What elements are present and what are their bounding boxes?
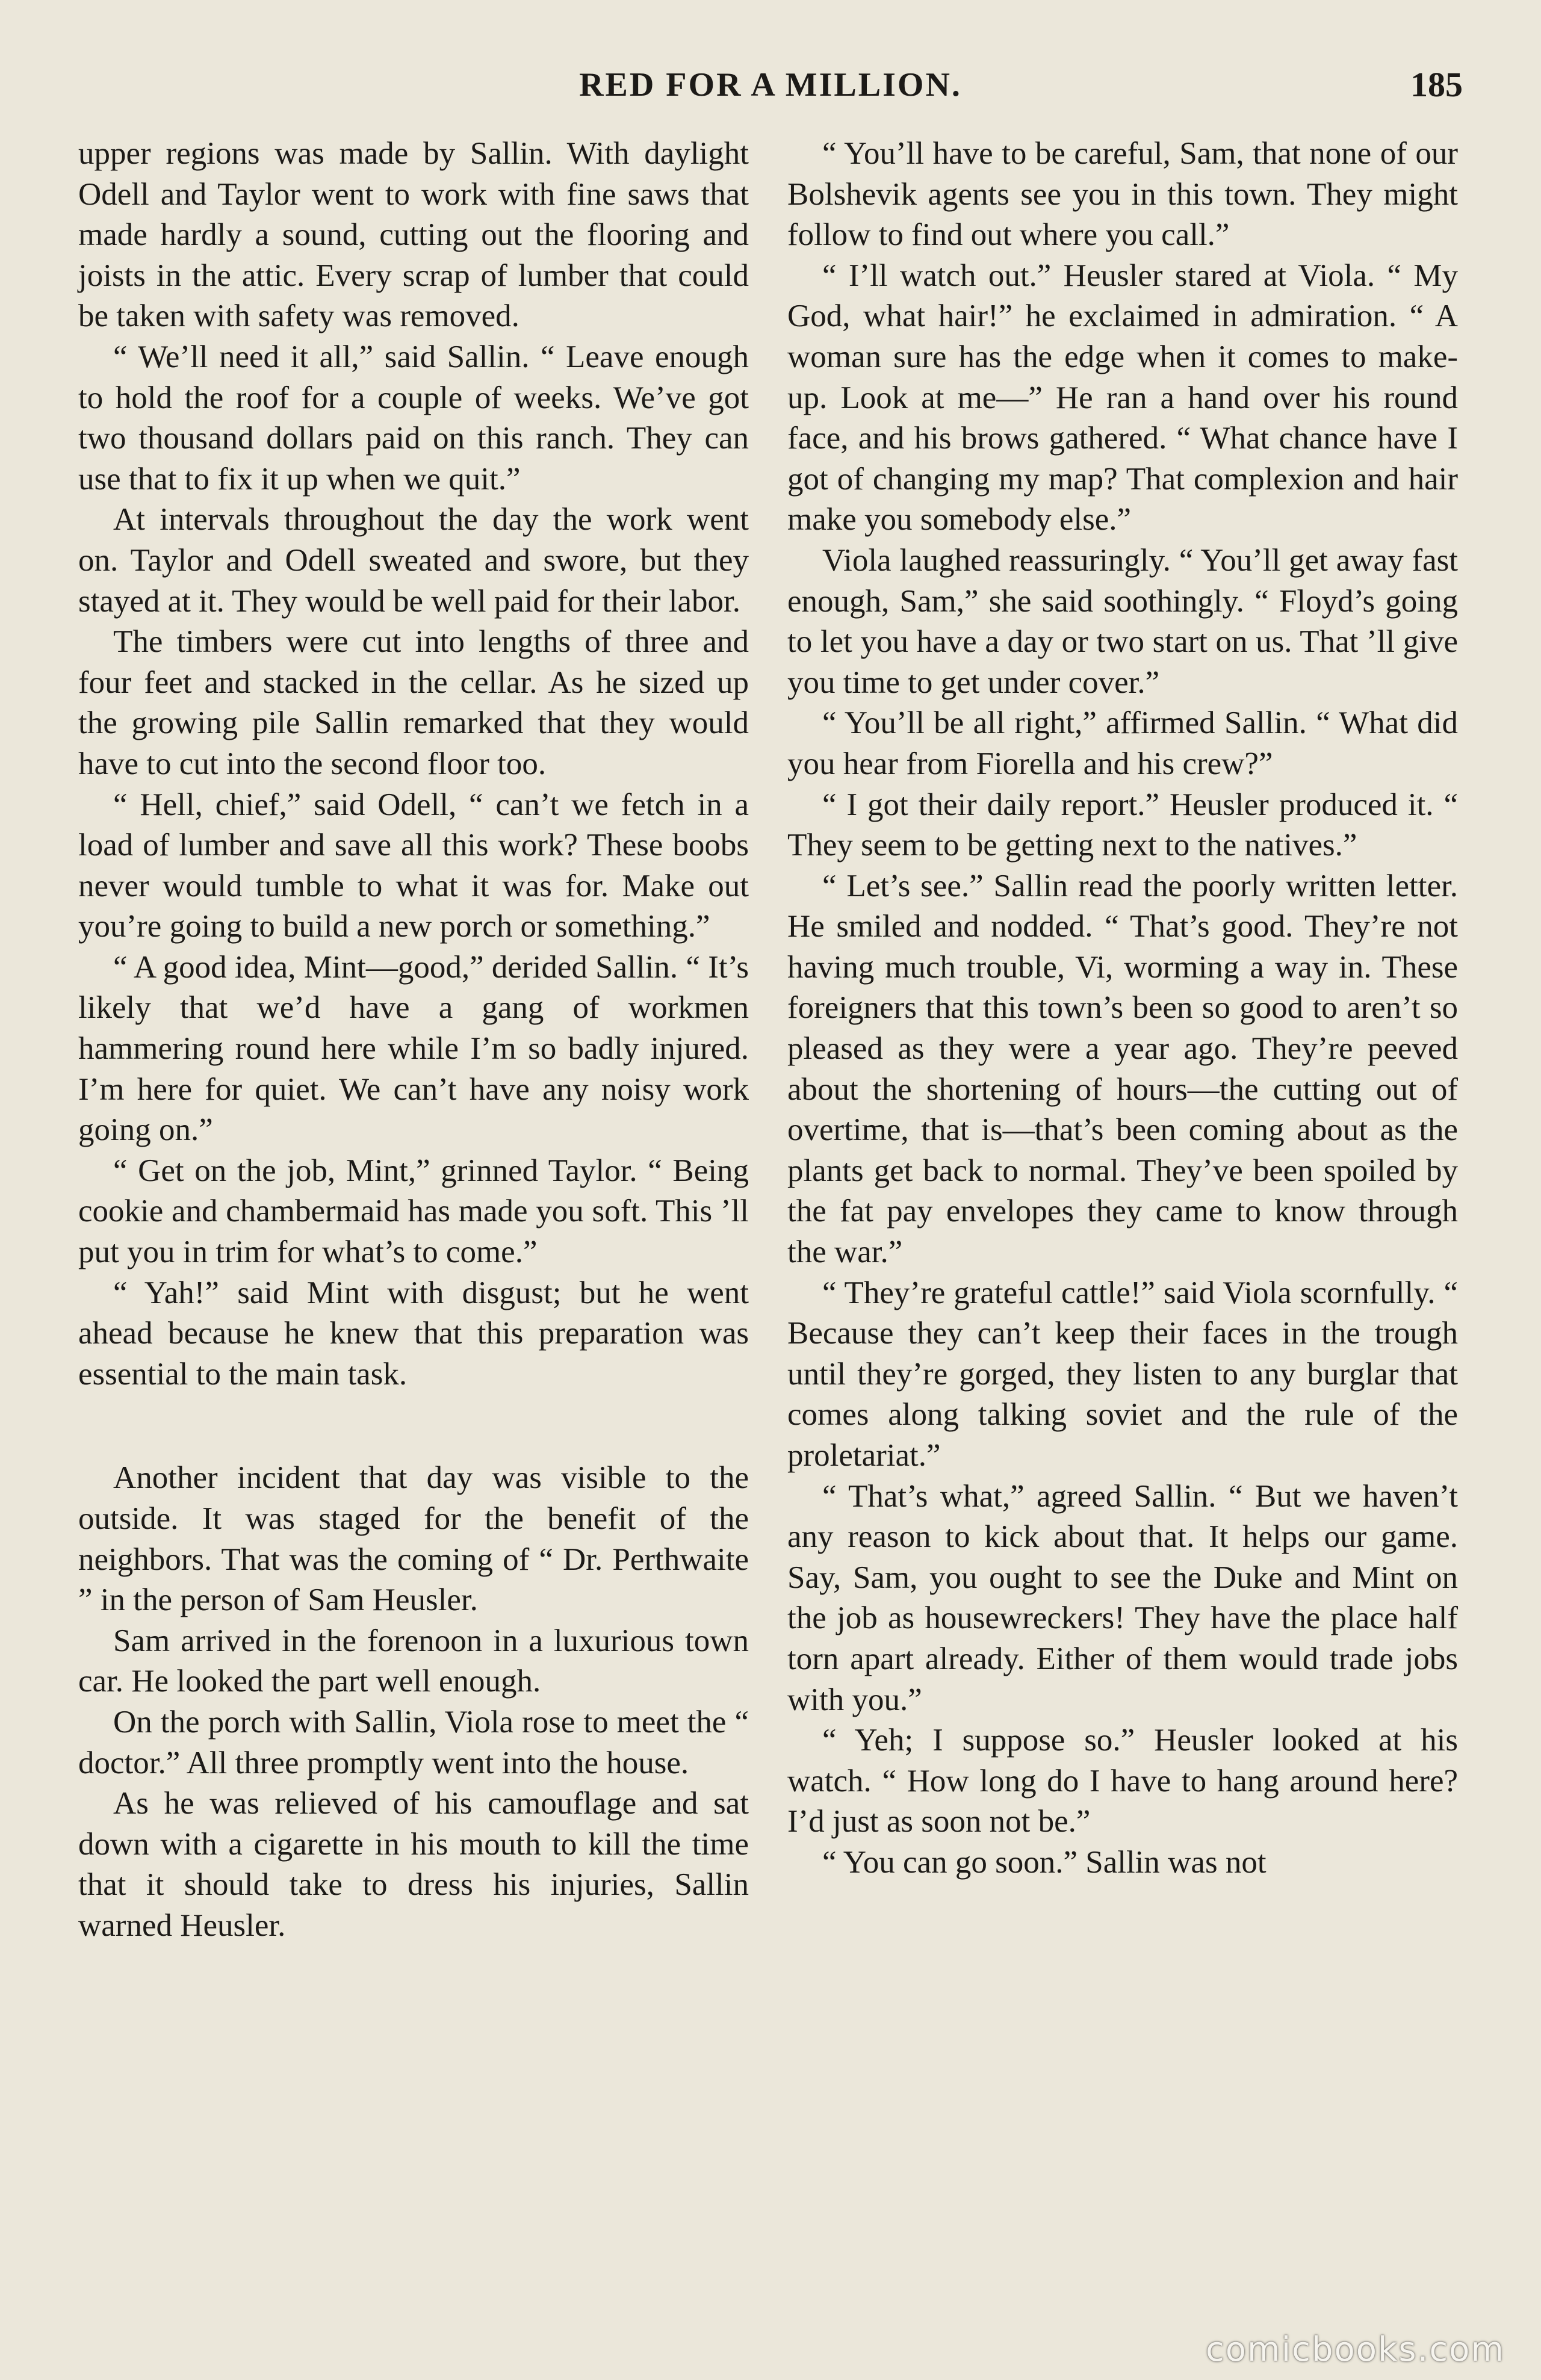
paragraph: “ You can go soon.” Sallin was not <box>822 1844 1267 1880</box>
paragraph: “ Get on the job, Mint,” grinned Taylor. “ Being cookie and chambermaid has made you soft. This ’ll put you in trim for what’s to come.” <box>78 1153 749 1270</box>
paragraph: Viola laughed reassuringly. “ You’ll get away fast enough, Sam,” she said soothingly. “ Floyd’s going to let you have a day or two start on us. That ’ll give you time to get under cover.” <box>787 542 1458 700</box>
paragraph: Sam arrived in the forenoon in a luxurious town car. He looked the part well enough. <box>78 1623 749 1699</box>
paragraph: Another incident that day was visible to the outside. It was staged for the benefit of the neighbors. That was the coming of “ Dr. Perthwaite ” in the person of Sam Heusler. <box>78 1460 749 1618</box>
running-title: RED FOR A MILLION. <box>579 66 962 104</box>
paragraph: “ A good idea, Mint—good,” derided Sallin. “ It’s likely that we’d have a gang of workmen hammering round here while I’m so badly injured. I’m here for quiet. We can’t have any noisy work going on.” <box>78 949 749 1148</box>
paragraph: upper regions was made by Sallin. With daylight Odell and Taylor went to work with fine saws that made hardly a sound, cutting out the flooring and joists in the attic. Every scrap of lumber that could be taken with safety was removed. <box>78 136 749 334</box>
paragraph: “ We’ll need it all,” said Sallin. “ Leave enough to hold the roof for a couple of weeks. We’ve got two thousand dollars paid on this ranch. They can use that to fix it up when we quit.” <box>78 339 749 497</box>
paragraph: “ You’ll have to be careful, Sam, that none of our Bolshevik agents see you in this town. They might follow to find out where you call.” <box>787 136 1458 253</box>
paragraph: “ Yah!” said Mint with disgust; but he went ahead because he knew that this preparation was essential to the main task. <box>78 1275 749 1392</box>
right-column <box>787 134 1458 1883</box>
paragraph: “ I’ll watch out.” Heusler stared at Viola. “ My God, what hair!” he exclaimed in admiration. “ A woman sure has the edge when it comes to make-up. Look at me—” He ran a hand over his round face, and his brows gathered. “ What chance have I got of changing my map? That complexion and hair make you somebody else.” <box>787 258 1458 538</box>
paragraph: “ That’s what,” agreed Sallin. “ But we haven’t any reason to kick about that. It helps our game. Say, Sam, you ought to see the Duke and Mint on the job as housewreckers! They have the place half torn apart already. Either of them would trade jobs with you.” <box>787 1478 1458 1717</box>
paragraph: “ Yeh; I suppose so.” Heusler looked at his watch. “ How long do I have to hang around here? I’d just as soon not be.” <box>787 1723 1458 1839</box>
paragraph: At intervals throughout the day the work went on. Taylor and Odell sweated and swore, but they stayed at it. They would be well paid for their labor. <box>78 502 749 619</box>
paragraph: “ You’ll be all right,” affirmed Sallin. “ What did you hear from Fiorella and his crew?” <box>787 705 1458 781</box>
running-head <box>78 58 1463 112</box>
page-number: 185 <box>1410 65 1463 104</box>
paragraph: “ Let’s see.” Sallin read the poorly written letter. He smiled and nodded. “ That’s good. They’re not having much trouble, Vi, worming a way in. These foreigners that this town’s been so good to aren’t so pleased as they were a year ago. They’re peeved about the shortening of hours—the cutting out of overtime, that is—that’s been coming about as the plants get back to normal. They’ve been spoiled by the fat pay envelopes they came to know through the war.” <box>787 868 1458 1270</box>
paragraph: On the porch with Sallin, Viola rose to meet the “ doctor.” All three promptly went into the house. <box>78 1704 749 1780</box>
paragraph: “ They’re grateful cattle!” said Viola scornfully. “ Because they can’t keep their faces in the trough until they’re gorged, they listen to any burglar that comes along talking soviet and the rule of the proletariat.” <box>787 1275 1458 1473</box>
paragraph: As he was relieved of his camouflage and sat down with a cigarette in his mouth to kill the time that it should take to dress his injuries, Sallin warned Heusler. <box>78 1786 749 1943</box>
paragraph: The timbers were cut into lengths of three and four feet and stacked in the cellar. As he sized up the growing pile Sallin remarked that they would have to cut into the second floor too. <box>78 624 749 781</box>
left-column <box>78 134 749 1947</box>
paragraph: “ Hell, chief,” said Odell, “ can’t we fetch in a load of lumber and save all this work? These boobs never would tumble to what it was for. Make out you’re going to build a new porch or something.” <box>78 787 749 944</box>
paragraph: “ I got their daily report.” Heusler produced it. “ They seem to be getting next to the natives.” <box>787 787 1458 863</box>
watermark: comicbooks.com <box>1205 2330 1505 2369</box>
